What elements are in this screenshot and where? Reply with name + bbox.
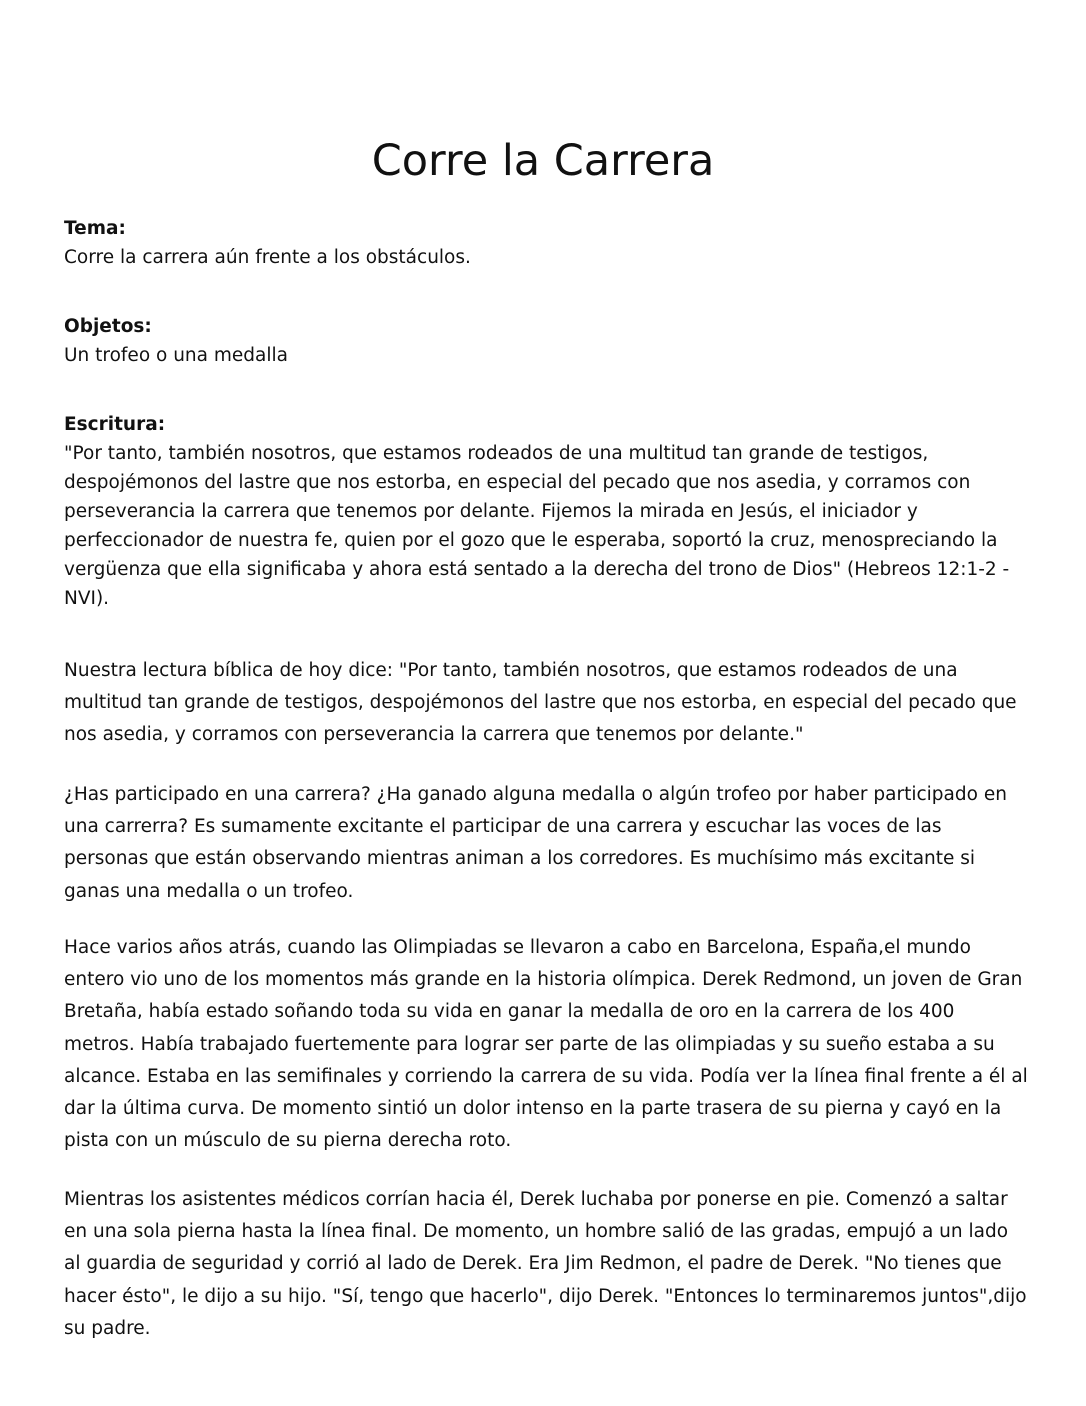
paragraph-olimpiadas: Hace varios años atrás, cuando las Olimpiadas se llevaron a cabo en Barcelona, España,el mundo entero vio uno de los momentos más grande en la historia olímpica. Derek Redmond, un joven de Gran Bretaña, había estado soñando toda su vida en ganar la medalla de oro en la carrera de los 400 metros. Había trabajado fuertemente para lograr ser parte de las olimpiadas y su sueño estaba a su alcance. Estaba en las semifinales y corriendo la carrera de su vida. Podía ver la línea final frente a él al dar la última curva. De momento sintió un dolor intenso en la parte trasera de su pierna y cayó en la pista con un músculo de su pierna derecha roto. [64, 937, 1028, 1152]
escritura-label: Escritura: [64, 414, 166, 435]
paragraph-derek: Mientras los asistentes médicos corrían hacia él, Derek luchaba por ponerse en pie. Comenzó a saltar en una sola pierna hasta la línea final. De momento, un hombre salió de las gradas, empujó a un lado al guardia de seguridad y corrió al lado de Derek. Era Jim Redmon, el padre de Derek. "No tienes que hacer ésto", le dijo a su hijo. "Sí, tengo que hacerlo", dijo Derek. "Entonces lo terminaremos juntos",dijo su padre. [64, 1189, 1027, 1339]
paragraph-carrera: ¿Has participado en una carrera? ¿Ha ganado alguna medalla o algún trofeo por haber participado en una carrerra? Es sumamente excitante el participar de una carrera y escuchar las voces de las personas que están observando mientras animan a los corredores. Es muchísimo más excitante si ganas una medalla o un trofeo. [64, 784, 1007, 902]
objetos-section [64, 312, 1034, 370]
tema-section [64, 214, 1034, 272]
escritura-text: "Por tanto, también nosotros, que estamos rodeados de una multitud tan grande de testigos, despojémonos del lastre que nos estorba, en especial del pecado que nos asedia, y corramos con perseverancia la carrera que tenemos por delante. Fijemos la mirada en Jesús, el iniciador y perfeccionador de nuestra fe, quien por el gozo que le esperaba, soportó la cruz, menospreciando la vergüenza que ella significaba y ahora está sentado a la derecha del trono de Dios" (Hebreos 12:1-2 - NVI). [64, 443, 1010, 609]
objetos-text: Un trofeo o una medalla [64, 345, 288, 366]
escritura-section [64, 410, 1034, 613]
tema-text: Corre la carrera aún frente a los obstáculos. [64, 247, 471, 268]
paragraph-lectura: Nuestra lectura bíblica de hoy dice: "Por tanto, también nosotros, que estamos rodeados de una multitud tan grande de testigos, despojémonos del lastre que nos estorba, en especial del pecado que nos asedia, y corramos con perseverancia la carrera que tenemos por delante." [64, 660, 1017, 746]
tema-label: Tema: [64, 218, 126, 239]
document-title: Corre la Carrera [371, 136, 715, 186]
objetos-label: Objetos: [64, 316, 152, 337]
